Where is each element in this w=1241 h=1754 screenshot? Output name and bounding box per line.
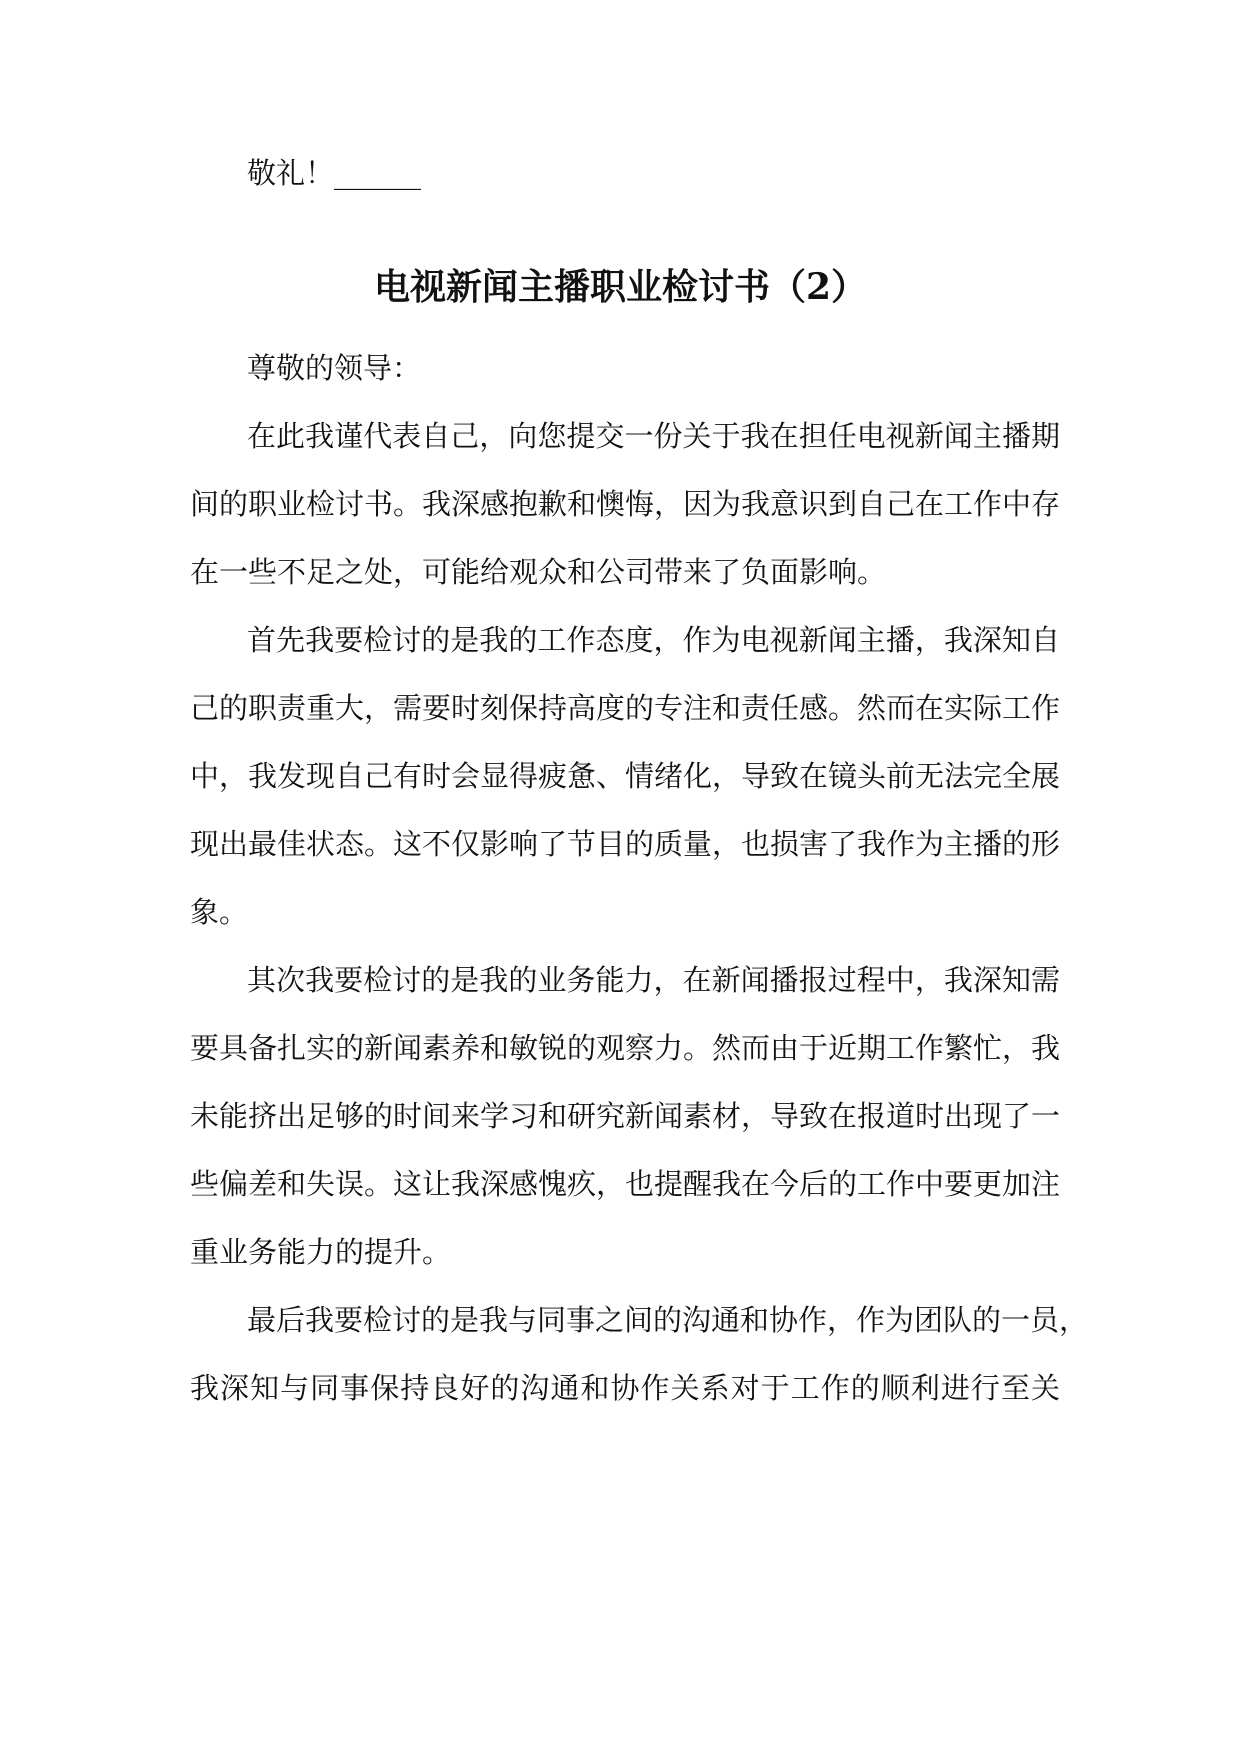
paragraph-2-line-3: 中，我发现自己有时会显得疲惫、情绪化，导致在镜头前无法完全展 <box>190 759 1061 793</box>
paragraph-1-line-3: 在一些不足之处，可能给观众和公司带来了负面影响。 <box>190 555 887 589</box>
closing-line: 敬礼！______ <box>247 156 422 190</box>
paragraph-1-line-1: 在此我谨代表自己，向您提交一份关于我在担任电视新闻主播期 <box>247 419 1060 453</box>
paragraph-2-line-5: 象。 <box>190 895 249 929</box>
paragraph-3-line-5: 重业务能力的提升。 <box>190 1235 452 1269</box>
paragraph-3-line-3: 未能挤出足够的时间来学习和研究新闻素材，导致在报道时出现了一 <box>190 1099 1061 1133</box>
paragraph-2-line-2: 己的职责重大，需要时刻保持高度的专注和责任感。然而在实际工作 <box>190 691 1061 725</box>
paragraph-4-line-2: 我深知与同事保持良好的沟通和协作关系对于工作的顺利进行至关 <box>190 1371 1060 1405</box>
paragraph-4-line-1: 最后我要检讨的是我与同事之间的沟通和协作，作为团队的一员， <box>247 1303 1089 1337</box>
document-title: 电视新闻主播职业检讨书（2） <box>373 266 868 308</box>
paragraph-3-line-2: 要具备扎实的新闻素养和敏锐的观察力。然而由于近期工作繁忙，我 <box>190 1031 1061 1065</box>
paragraph-3-line-4: 些偏差和失误。这让我深感愧疚，也提醒我在今后的工作中要更加注 <box>190 1167 1061 1201</box>
paragraph-1-line-2: 间的职业检讨书。我深感抱歉和懊悔，因为我意识到自己在工作中存 <box>190 487 1061 521</box>
paragraph-2-line-1: 首先我要检讨的是我的工作态度，作为电视新闻主播，我深知自 <box>247 623 1060 657</box>
paragraph-3-line-1: 其次我要检讨的是我的业务能力，在新闻播报过程中，我深知需 <box>247 963 1060 997</box>
paragraph-2-line-4: 现出最佳状态。这不仅影响了节目的质量，也损害了我作为主播的形 <box>190 827 1061 861</box>
salutation: 尊敬的领导： <box>247 351 422 385</box>
